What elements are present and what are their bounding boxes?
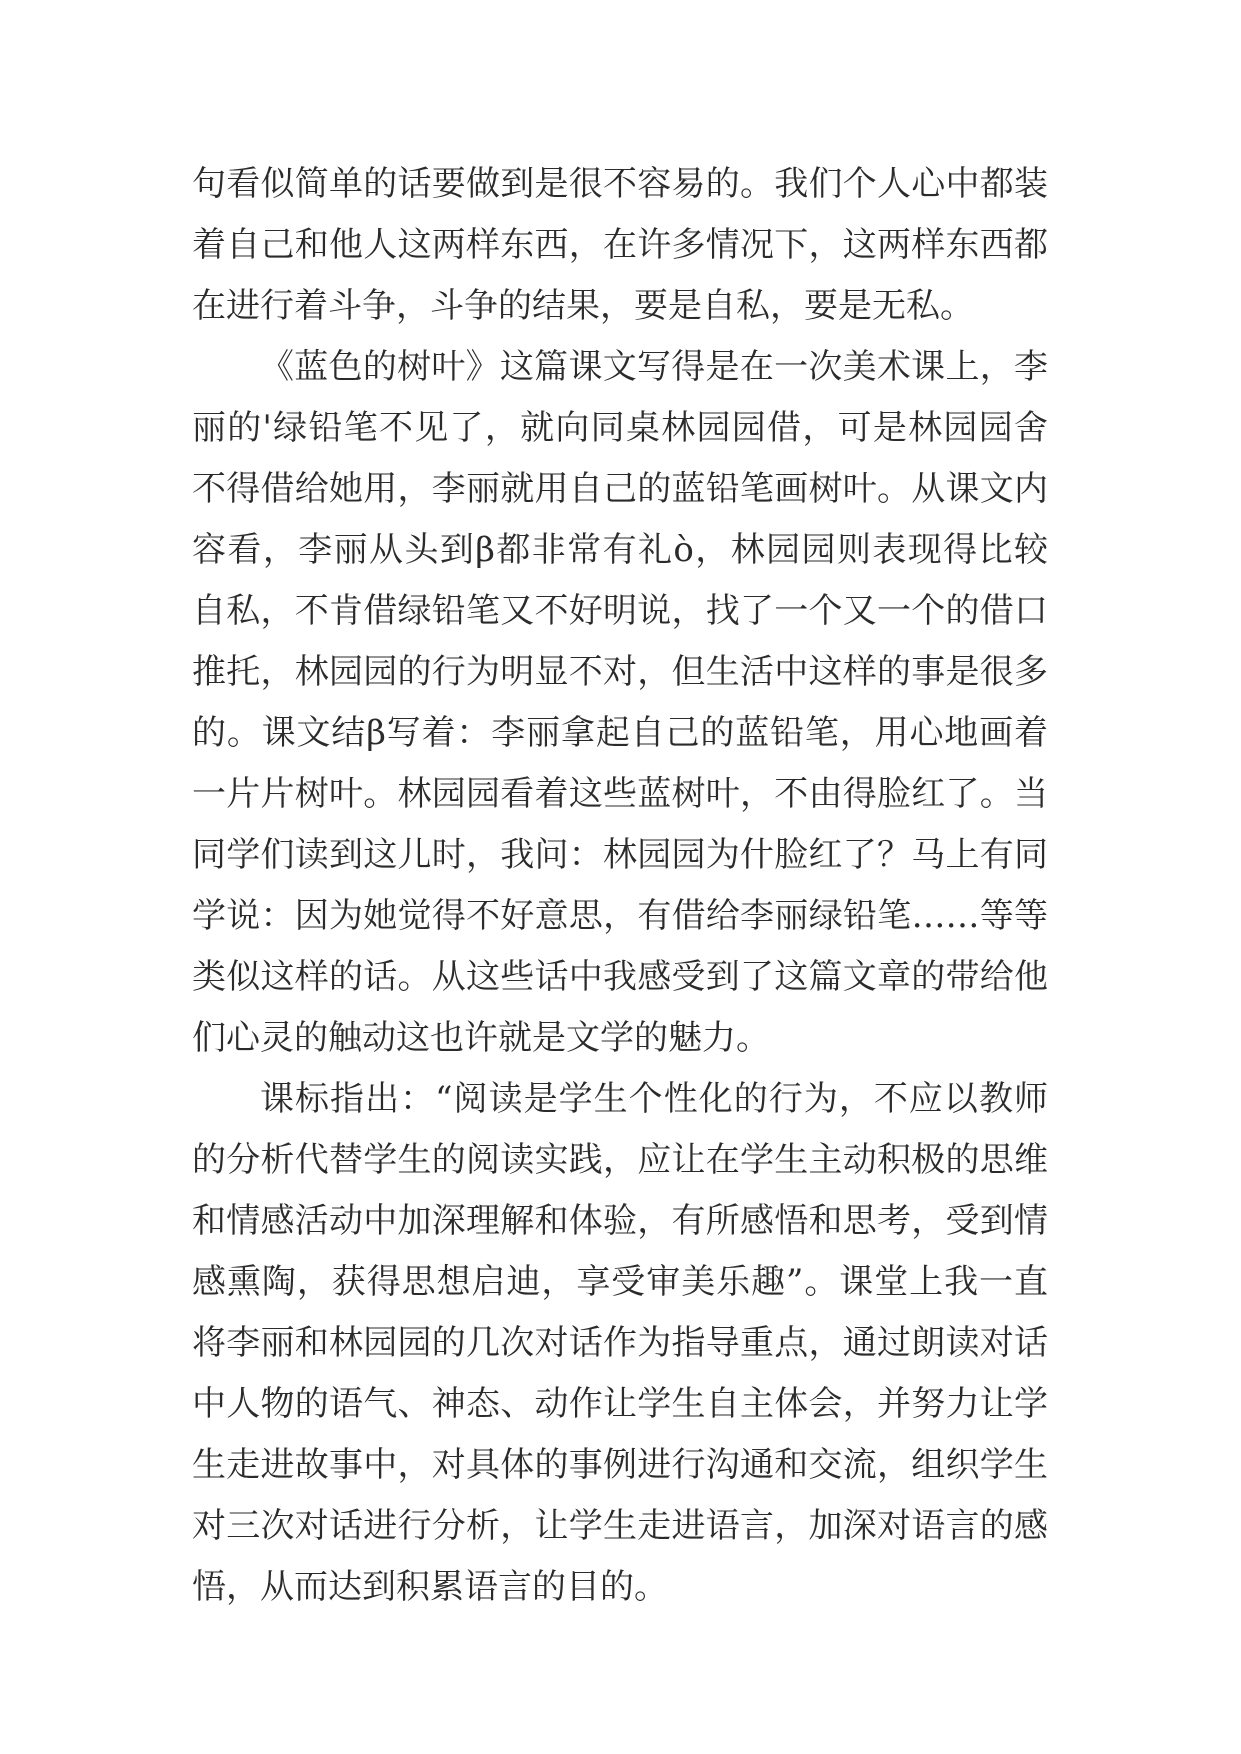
paragraph-3: 课标指出：“阅读是学生个性化的行为，不应以教师的分析代替学生的阅读实践，应让在学生主动积极的思维和情感活动中加深理解和体验，有所感悟和思考，受到情感熏陶，获得思想启迪，享受审美乐趣”。课堂上我一直将李丽和林园园的几次对话作为指导重点，通过朗读对话中人物的语气、神态、动作让学生自主体会，并努力让学生走进故事中，对具体的事例进行沟通和交流，组织学生对三次对话进行分析，让学生走进语言，加深对语言的感悟，从而达到积累语言的目的。: [192, 1079, 1048, 1607]
paragraph-1: 句看似简单的话要做到是很不容易的。我们个人心中都装着自己和他人这两样东西，在许多情况下，这两样东西都在进行着斗争，斗争的结果，要是自私，要是无私。: [192, 164, 1048, 326]
document-body: [192, 154, 1048, 1618]
paragraph-2: 《蓝色的树叶》这篇课文写得是在一次美术课上，李丽的'绿铅笔不见了，就向同桌林园园借，可是林园园舍不得借给她用，李丽就用自己的蓝铅笔画树叶。从课文内容看，李丽从头到β都非常有礼ò，林园园则表现得比较自私，不肯借绿铅笔又不好明说，找了一个又一个的借口推托，林园园的行为明显不对，但生活中这样的事是很多的。课文结β写着：李丽拿起自己的蓝铅笔，用心地画着一片片树叶。林园园看着这些蓝树叶，不由得脸红了。当同学们读到这儿时，我问：林园园为什脸红了？马上有同学说：因为她觉得不好意思，有借给李丽绿铅笔……等等类似这样的话。从这些话中我感受到了这篇文章的带给他们心灵的触动这也许就是文学的魅力。: [192, 347, 1048, 1058]
